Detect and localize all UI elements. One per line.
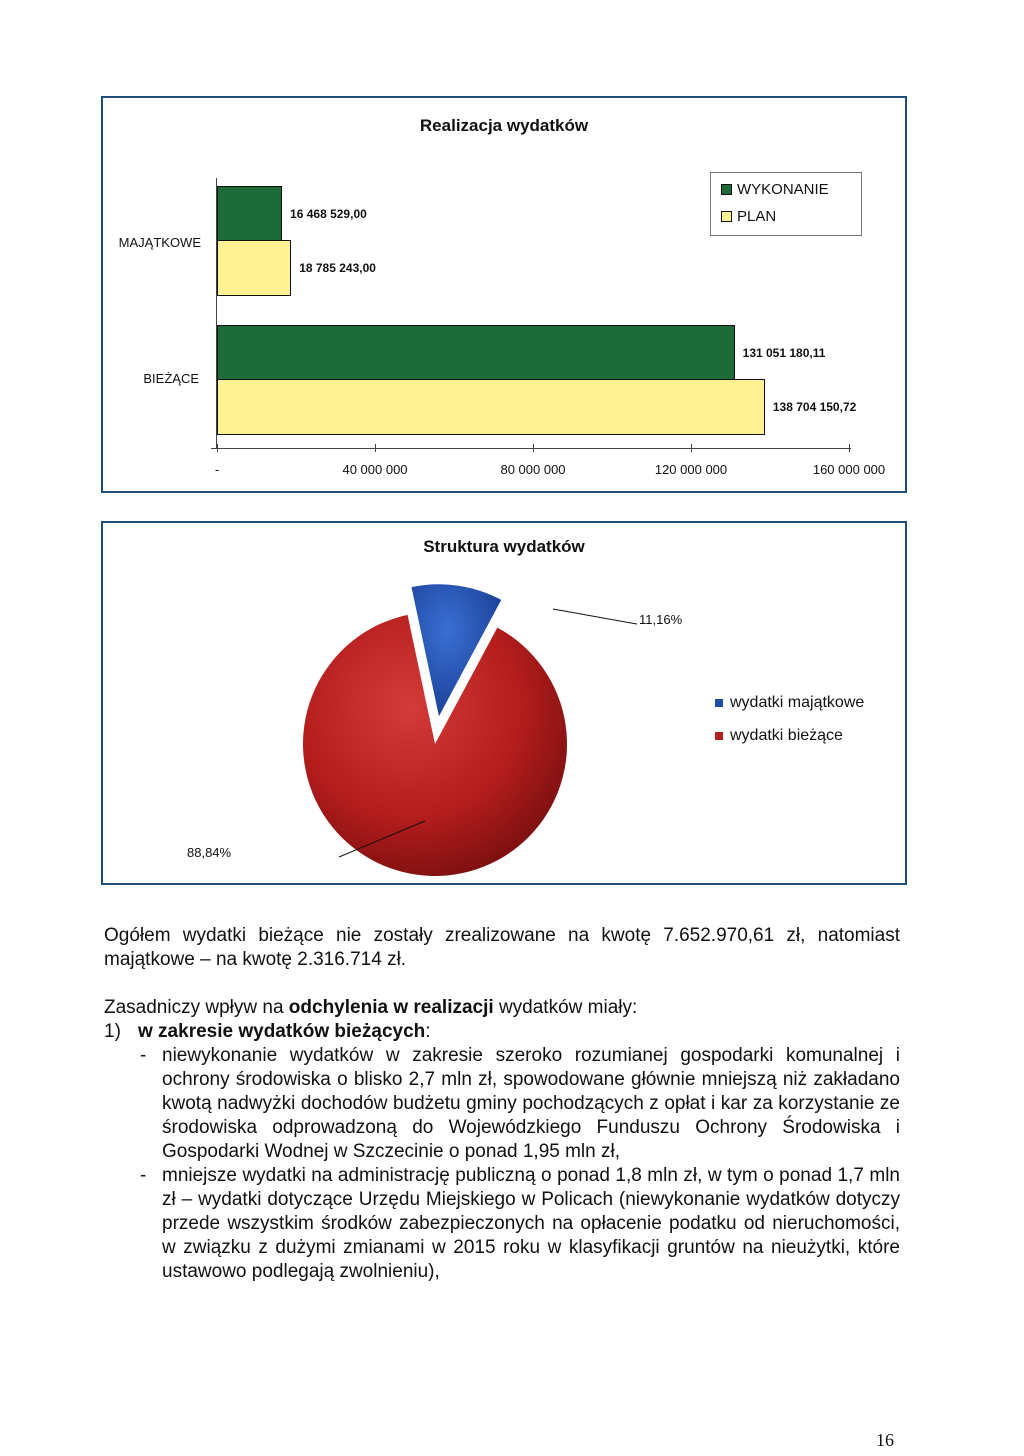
list-item-1-colon: :: [425, 1021, 431, 1042]
pie-legend-item-biezace: [715, 727, 843, 745]
legend-item-plan: [721, 208, 776, 225]
pie-legend-label-majatkowe: wydatki majątkowe: [730, 694, 865, 711]
deviations-intro-start: Zasadniczy wpływ na: [104, 997, 289, 1018]
x-tick-2: [533, 444, 534, 452]
x-tick-1: [375, 444, 376, 452]
deviations-section: [104, 996, 900, 1284]
value-label-biezace-wykonanie: 131 051 180,11: [742, 346, 826, 360]
summary-text: Ogółem wydatki bieżące nie zostały zrealizowane na kwotę 7.652.970,61 zł, natomiast majątkowe – na kwotę 2.316.714 zł.: [104, 925, 900, 970]
deviations-intro-bold: odchylenia w realizacji: [288, 997, 494, 1018]
bar-biezace-plan: [217, 379, 765, 435]
pie-chart: [101, 521, 907, 885]
list-item-1-bold: w zakresie wydatków bieżących: [138, 1021, 426, 1042]
pie-label-biezace: 88,84%: [187, 845, 232, 860]
x-tick-label-0: -: [214, 462, 220, 477]
x-axis-line: [211, 448, 851, 449]
legend-swatch-wykonanie: [721, 184, 732, 195]
x-tick-4: [849, 444, 850, 452]
legend-label-wykonanie: WYKONANIE: [737, 181, 829, 198]
deviations-intro: [104, 996, 900, 1020]
x-tick-3: [691, 444, 692, 452]
bar-chart: [101, 96, 907, 493]
leader-line-majatkowe: [553, 609, 637, 624]
deviations-intro-end: wydatków miały:: [493, 997, 638, 1018]
value-label-majatkowe-plan: 18 785 243,00: [299, 261, 376, 275]
value-label-biezace-plan: 138 704 150,72: [772, 400, 857, 414]
pie-legend-swatch-majatkowe: [715, 699, 723, 707]
list-item-1-number: 1): [104, 1021, 121, 1042]
pie-legend-swatch-biezace: [715, 732, 723, 740]
bar-biezace-wykonanie: [217, 325, 735, 381]
bullet-text-2: mniejsze wydatki na administrację publiczną o ponad 1,8 mln zł, w tym o ponad 1,7 mln zł – wydatki dotyczące Urzędu Miejskiego w Policach (niewykonanie wydatków dotyczy przede wszystkim środków zabezpieczonych na opłacenie podatku od nieruchomości, w związku z dużymi zmianami w 2015 roku w klasyfikacji gruntów na nieużytki, które ustawowo podlegają zwolnieniu),: [162, 1165, 900, 1282]
category-label-biezace: BIEŻĄCE: [143, 371, 199, 386]
bullet-item-2: [104, 1164, 900, 1284]
bullet-dash-2: -: [140, 1165, 147, 1186]
value-label-majatkowe-wykonanie: 16 468 529,00: [290, 207, 367, 221]
list-item-1-heading: [104, 1020, 900, 1044]
bullet-dash-1: -: [140, 1045, 147, 1066]
x-tick-label-4: 160 000 000: [812, 462, 886, 477]
pie-chart-title: Struktura wydatków: [423, 537, 585, 556]
page-number: 16: [876, 1430, 894, 1450]
x-tick-label-2: 80 000 000: [500, 462, 566, 477]
pie-legend-label-biezace: wydatki bieżące: [730, 727, 843, 744]
category-label-majatkowe: MAJĄTKOWE: [118, 235, 201, 250]
bullet-item-1: [104, 1044, 900, 1164]
legend-label-plan: PLAN: [737, 208, 777, 225]
x-tick-0: [217, 444, 218, 452]
legend-swatch-plan: [721, 211, 732, 222]
pie-legend-item-majatkowe: [715, 694, 864, 712]
bar-majatkowe-wykonanie: [217, 186, 282, 242]
bar-chart-legend: [710, 172, 862, 236]
legend-item-wykonanie: [721, 181, 829, 198]
pie-label-majatkowe: 11,16%: [639, 612, 683, 627]
bar-majatkowe-plan: [217, 240, 291, 296]
summary-paragraph: [104, 924, 900, 972]
x-tick-label-1: 40 000 000: [342, 462, 408, 477]
bar-chart-title: Realizacja wydatków: [419, 116, 589, 135]
x-tick-label-3: 120 000 000: [654, 462, 728, 477]
bullet-text-1: niewykonanie wydatków w zakresie szeroko rozumianej gospodarki komunalnej i ochrony środowiska o blisko 2,7 mln zł, spowodowane głównie mniejszą niż zakładano kwotą nadwyżki dochodów budżetu gminy pochodzących z opłat i kar za korzystanie ze środowiska odprowadzoną do Wojewódzkiego Funduszu Ochrony Środowiska i Gospodarki Wodnej w Szczecinie o ponad 1,95 mln zł,: [162, 1045, 900, 1162]
y-axis-line: [216, 178, 217, 448]
